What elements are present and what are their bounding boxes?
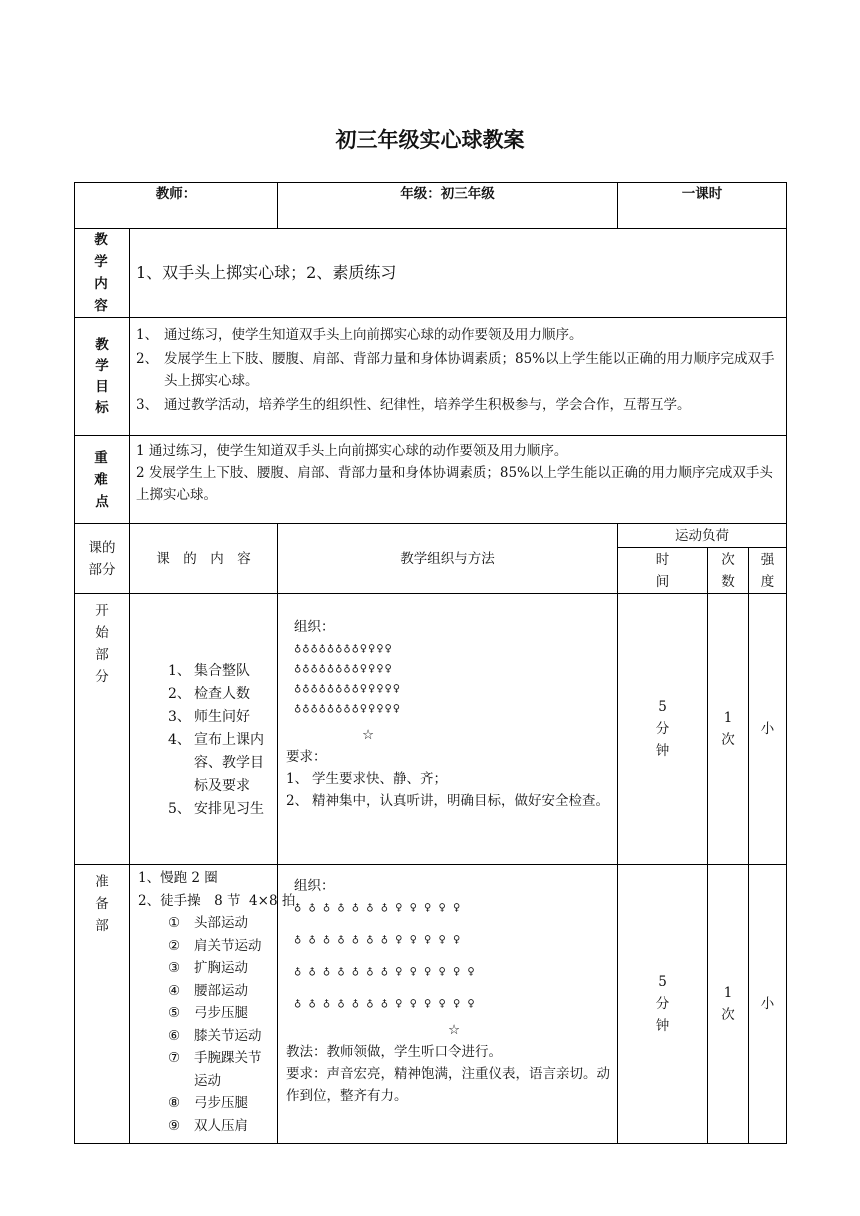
list-item: 3、 师生问好 xyxy=(168,709,250,725)
col-method: 教学组织与方法 xyxy=(278,524,618,594)
formation-row: ♁ ♁ ♁ ♁ ♁ ♁ ♁ ♀ ♀ ♀ ♀ ♀ xyxy=(294,932,461,946)
page-title: 初三年级实心球教案 xyxy=(335,128,525,152)
column-header-row xyxy=(75,524,787,548)
method-text: 教法：教师领做，学生听口令进行。 xyxy=(286,1044,502,1060)
sub-item: ② 肩关节运动 xyxy=(168,937,262,954)
goal-item: 1、 通过练习，使学生知道双手头上向前掷实心球的动作要领及用力顺序。 xyxy=(136,327,583,343)
col-content: 课 的 内 容 xyxy=(130,524,278,594)
teacher-cell: 教师： xyxy=(75,183,278,229)
org-label: 组织： xyxy=(294,619,335,635)
section-content xyxy=(130,865,296,1144)
list-item: 1、慢跑 2 圈 xyxy=(138,870,218,886)
content-label: 教 学 内 容 xyxy=(75,229,130,318)
req-item: 1、 学生要求快、静、齐； xyxy=(286,771,447,787)
sub-item: ⑥ 膝关节运动 xyxy=(168,1027,262,1044)
formation-row: ♁ ♁ ♁ ♁ ♁ ♁ ♁ ♀ ♀ ♀ ♀ ♀ xyxy=(294,900,461,914)
formation-row: ♁♁♁♁♁♁♁♁♀♀♀♀ xyxy=(294,641,393,655)
section-name: 开 始 部 分 xyxy=(75,594,130,865)
org-label: 组织： xyxy=(294,878,335,894)
sub-item: ① 头部运动 xyxy=(168,915,248,931)
sub-item: ③ 扩胸运动 xyxy=(168,960,248,976)
list-item: 2、徒手操 8 节 4×8 拍 xyxy=(138,892,296,909)
sub-item: ⑦ 手腕踝关节运动 xyxy=(168,1050,262,1089)
section-name: 准 备 部 xyxy=(75,865,130,1144)
period-cell: 一课时 xyxy=(618,183,787,229)
sub-item: ⑧ 弓步压腿 xyxy=(168,1095,248,1111)
formation-row: ♁♁♁♁♁♁♁♁♀♀♀♀♀ xyxy=(294,681,401,695)
section-preparation-row xyxy=(75,865,787,1144)
formation-row: ♁ ♁ ♁ ♁ ♁ ♁ ♁ ♀ ♀ ♀ ♀ ♀ ♀ xyxy=(294,996,475,1010)
list-item: 1、 集合整队 xyxy=(168,663,250,679)
col-count: 次 数 xyxy=(708,548,749,594)
req-label: 要求： xyxy=(286,749,327,765)
col-intensity: 强 度 xyxy=(749,548,787,594)
teacher-mark: ☆ xyxy=(448,1022,461,1038)
grade-cell: 年级：初三年级 xyxy=(278,183,618,229)
goals-list xyxy=(130,318,787,436)
section-count: 1 次 xyxy=(708,594,749,865)
key-point-item: 2 发展学生上下肢、腰腹、肩部、背部力量和身体协调素质；85%以上学生能以正确的用力顺序完成双手头上掷实心球。 xyxy=(136,465,773,503)
list-item: 5、 安排见习生 xyxy=(168,801,264,817)
sub-item: ④ 腰部运动 xyxy=(168,982,248,999)
formation-row: ♁♁♁♁♁♁♁♁♀♀♀♀ xyxy=(294,661,393,675)
req-text: 要求：声音宏亮，精神饱满，注重仪表，语言亲切。动作到位，整齐有力。 xyxy=(286,1066,610,1104)
section-method xyxy=(278,865,618,1144)
formation-row: ♁♁♁♁♁♁♁♁♀♀♀♀♀ xyxy=(294,701,401,715)
sub-item: ⑨ 双人压肩 xyxy=(168,1117,248,1134)
list-item: 2、 检查人数 xyxy=(168,686,250,702)
section-content xyxy=(130,594,278,865)
content-row xyxy=(75,229,787,318)
col-time: 时 间 xyxy=(618,548,708,594)
section-opening-row xyxy=(75,594,787,865)
section-intensity: 小 xyxy=(749,594,787,865)
key-points-row xyxy=(75,436,787,524)
teacher-mark: ☆ xyxy=(362,727,375,743)
formation-row: ♁ ♁ ♁ ♁ ♁ ♁ ♁ ♀ ♀ ♀ ♀ ♀ ♀ xyxy=(294,964,475,978)
col-load: 运动负荷 xyxy=(618,524,787,548)
goals-label: 教 学 目 标 xyxy=(75,318,130,436)
goals-row xyxy=(75,318,787,436)
sub-item: ⑤ 弓步压腿 xyxy=(168,1005,248,1021)
key-points-label: 重 难 点 xyxy=(75,436,130,524)
key-points-list xyxy=(130,436,787,524)
section-count: 1 次 xyxy=(708,865,749,1144)
req-item: 2、 精神集中，认真听讲，明确目标，做好安全检查。 xyxy=(286,793,609,809)
col-part: 课的 部分 xyxy=(75,524,130,594)
key-point-item: 1 通过练习，使学生知道双手头上向前掷实心球的动作要领及用力顺序。 xyxy=(136,443,568,459)
section-intensity: 小 xyxy=(749,865,787,1144)
content-text: 1、双手头上掷实心球；2、素质练习 xyxy=(130,229,787,318)
section-time: 5 分 钟 xyxy=(618,594,708,865)
header-row xyxy=(75,183,787,229)
list-item: 4、 宣布上课内容、教学目标及要求 xyxy=(168,732,264,794)
lesson-plan-table xyxy=(74,182,787,1144)
goal-item: 2、 发展学生上下肢、腰腹、肩部、背部力量和身体协调素质；85%以上学生能以正确的用力顺序完成双手头上掷实心球。 xyxy=(136,351,775,389)
section-time: 5 分 钟 xyxy=(618,865,708,1144)
section-method xyxy=(278,594,618,865)
goal-item: 3、 通过教学活动，培养学生的组织性、纪律性，培养学生积极参与，学会合作，互帮互学。 xyxy=(136,397,691,413)
